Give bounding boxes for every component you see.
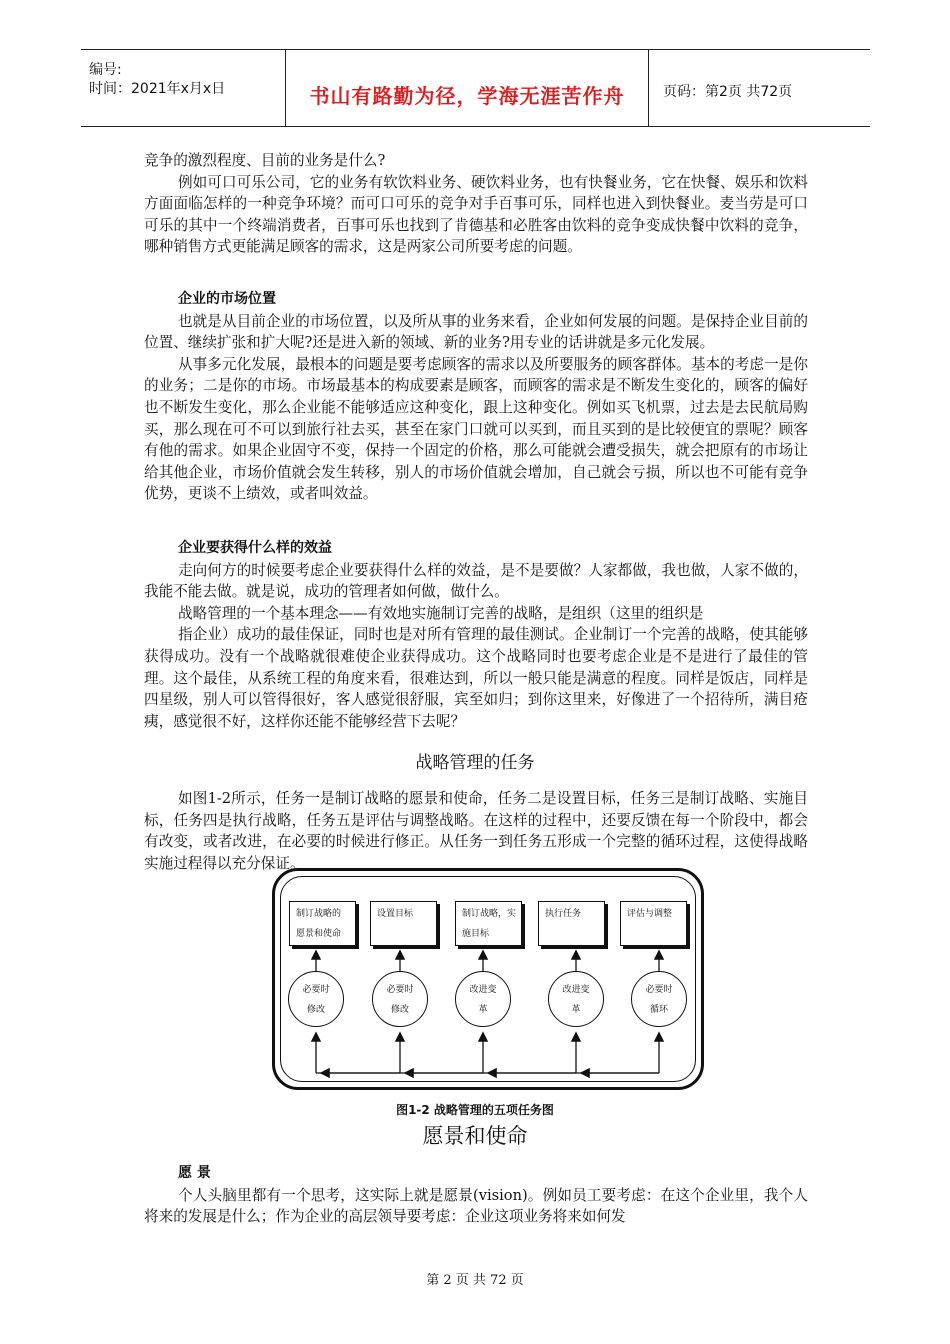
- document-header: [81, 49, 870, 127]
- feedback-circle-5: 必要时 循环: [631, 971, 687, 1027]
- benefit-section: [144, 538, 808, 732]
- task-box-3: 制订战略，实 施目标: [455, 901, 522, 946]
- benefit-paragraph-1: 走向何方的时候要考虑企业要获得什么样的效益，是不是要做？人家都做，我也做，人家不做的，我能不能去做。就是说，成功的管理者如何做，做什么。: [144, 561, 808, 601]
- figure-caption: 图1-2 战略管理的五项任务图: [396, 1103, 554, 1117]
- date-label: 时间：2021年x月x日: [89, 81, 226, 97]
- vision-block: [144, 1163, 808, 1228]
- tasks-paragraph: 如图1-2所示，任务一是制订战略的愿景和使命，任务二是设置目标，任务三是制订战略、实施目标，任务四是执行战略，任务五是评估与调整战略。在这样的过程中，还要反馈在每一个阶段中，都会有改变，或者改进，在必要的时候进行修正。从任务一到任务五形成一个完整的循环过程，这使得战略实施过程得以充分保证。: [144, 790, 808, 872]
- header-meta: [81, 50, 286, 126]
- task-box-2: 设置目标: [370, 901, 437, 946]
- header-motto: 书山有路勤为径，学海无涯苦作舟: [286, 50, 649, 126]
- benefit-paragraph-2a: 战略管理的一个基本理念——有效地实施制订完善的战略，是组织（这里的组织是: [178, 604, 704, 622]
- market-section-title: 企业的市场位置: [178, 291, 276, 307]
- task-box-1: 制订战略的 愿景和使命: [289, 901, 356, 946]
- feedback-circle-4: 改进变 革: [548, 971, 604, 1027]
- market-paragraph-2: 从事多元化发展，最根本的问题是要考虑顾客的需求以及所要服务的顾客群体。基本的考虑一是你的业务；二是你的市场。市场最基本的构成要素是顾客，而顾客的需求是不断发生变化的，顾客的偏好也不断发生变化，那么企业能不能够适应这种变化，跟上这种变化。例如买飞机票，过去是去民航局购买，那么现在可不可以到旅行社去买，甚至在家门口就可以买到，而且买到的是比较便宜的票呢？顾客有他的需求。如果企业固守不变，保持一个固定的价格，那么可能就会遭受损失，就会把原有的市场让给其他企业，市场价值就会发生转移，别人的市场价值就会增加，自己就会亏损，所以也不可能有竞争优势，更谈不上绩效，或者叫效益。: [144, 355, 808, 503]
- figure-arrows: [272, 868, 710, 1096]
- intro-paragraph: 例如可口可乐公司，它的业务有软饮料业务、硬饮料业务，也有快餐业务，它在快餐、娱乐和饮料方面面临怎样的一种竞争环境？而可口可乐的竞争对手百事可乐，同样也进入到快餐业。麦当劳是可口可乐的其中一个终端消费者，百事可乐也找到了肯德基和必胜客由饮料的竞争变成快餐中饮料的竞争，哪种销售方式更能满足顾客的需求，这是两家公司所要考虑的问题。: [144, 173, 808, 256]
- tasks-heading: 战略管理的任务: [415, 753, 535, 773]
- task-box-4: 执行任务: [538, 901, 605, 946]
- benefit-section-title: 企业要获得什么样的效益: [178, 540, 332, 556]
- intro-block: [144, 150, 808, 258]
- vision-subheading: 愿 景: [178, 1165, 211, 1181]
- market-section: [144, 289, 808, 505]
- vision-paragraph: 个人头脑里都有一个思考，这实际上就是愿景(vision)。例如员工要考虑：在这个企业里，我个人将来的发展是什么；作为企业的高层领导要考虑：企业这项业务将来如何发: [144, 1186, 808, 1226]
- strategy-task-figure: [272, 868, 710, 1096]
- tasks-block: [144, 788, 808, 874]
- intro-line: 竞争的激烈程度、目前的业务是什么?: [144, 152, 386, 169]
- vision-heading: 愿景和使命: [422, 1124, 528, 1148]
- feedback-circle-1: 必要时 修改: [288, 971, 344, 1027]
- number-label: 编号:: [89, 62, 122, 78]
- header-page-info: 页码：第2页 共72页: [663, 84, 793, 100]
- benefit-paragraph-2b: 指企业）成功的最佳保证，同时也是对所有管理的最佳测试。企业制订一个完善的战略，使其能够获得成功。没有一个战略就很难使企业获得成功。这个战略同时也要考虑企业是不是进行了最佳的管理。这个最佳，从系统工程的角度来看，很难达到，所以一般只能是满意的程度。同样是饭店，同样是四星级，别人可以管得很好，客人感觉很舒服，宾至如归；到你这里来，好像进了一个招待所，满目疮痍，感觉很不好，这样你还能不能够经营下去呢？: [144, 626, 808, 730]
- market-paragraph-1: 也就是从目前企业的市场位置，以及所从事的业务来看，企业如何发展的问题。是保持企业目前的位置、继续扩张和扩大呢?还是进入新的领域、新的业务?用专业的话讲就是多元化发展。: [144, 312, 808, 352]
- feedback-circle-3: 改进变 革: [455, 971, 511, 1027]
- page-footer: 第 2 页 共 72 页: [426, 1273, 524, 1288]
- feedback-circle-2: 必要时 修改: [372, 971, 428, 1027]
- task-box-5: 评估与调整: [620, 901, 687, 946]
